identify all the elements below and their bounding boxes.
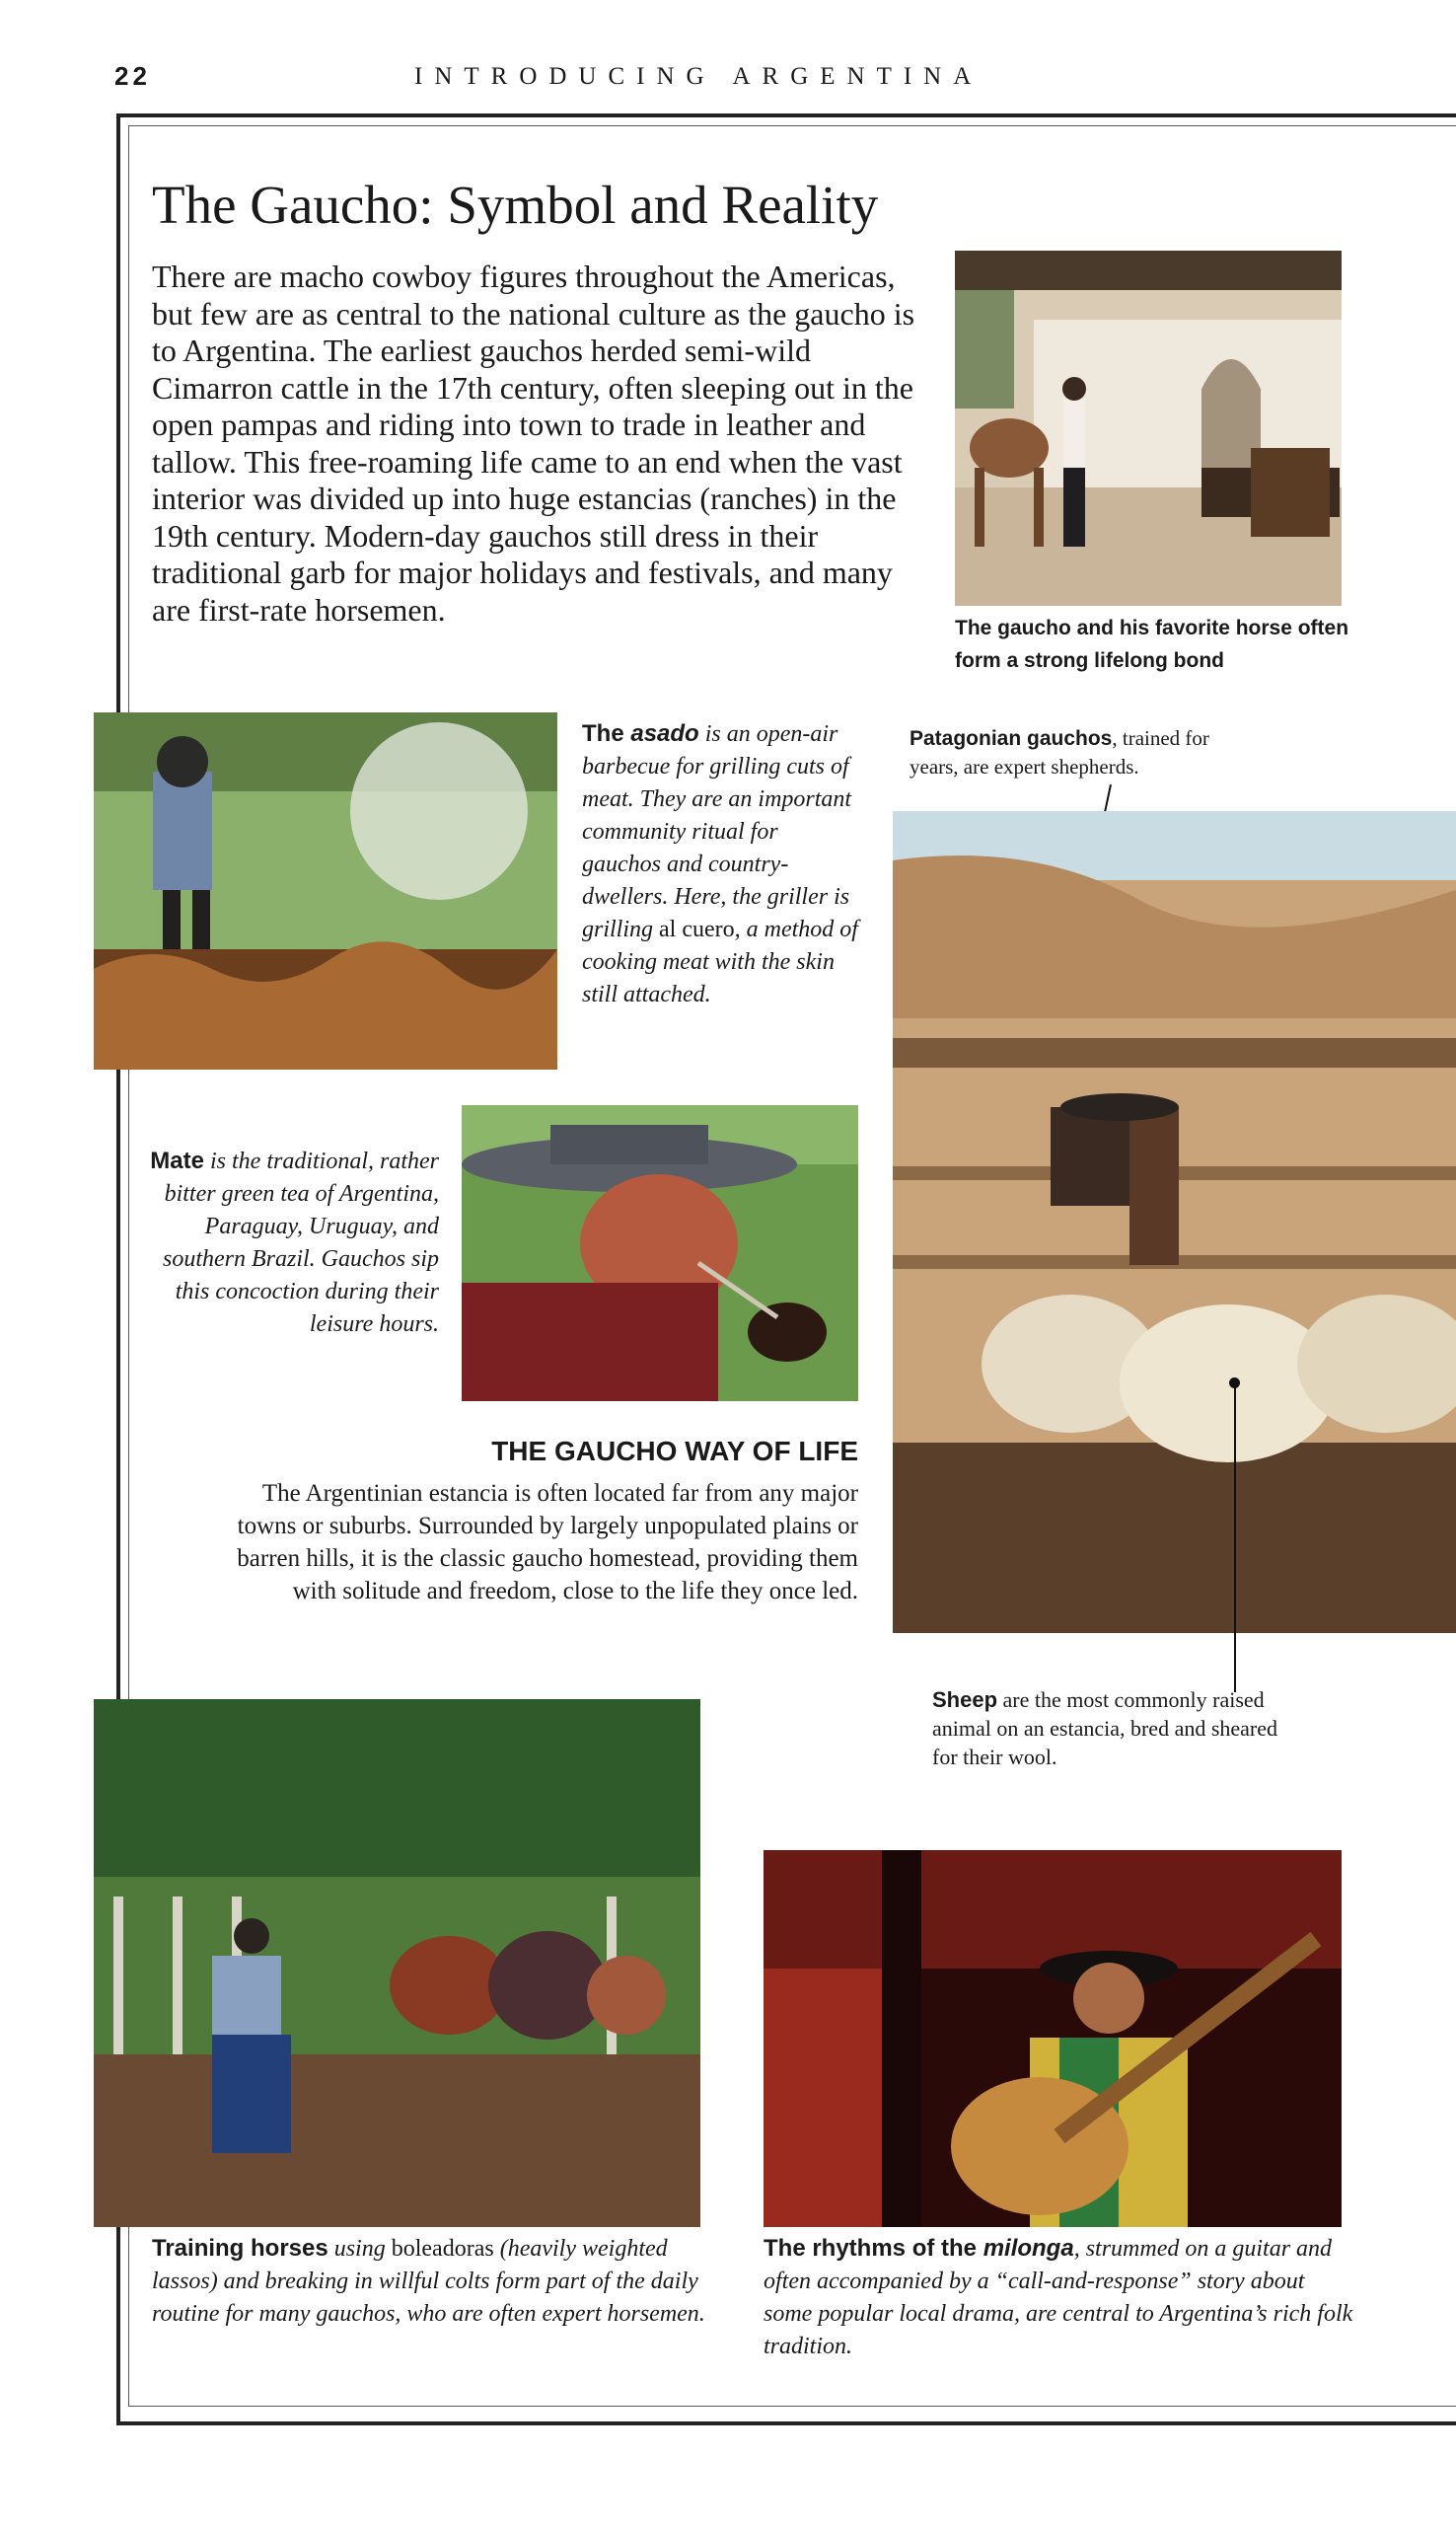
caption-asado: The asado is an open-air barbecue for grilling cuts of meat. They are an important community ritual for gauchos and country-dwellers. Here, the griller is grilling al cuero, a method of cooking meat with the skin still attached. xyxy=(582,720,858,1007)
photo-sheep-rider xyxy=(893,811,1456,1633)
photo-milonga xyxy=(764,1850,1342,2227)
section-heading: THE GAUCHO WAY OF LIFE xyxy=(491,1436,858,1466)
article-intro: There are macho cowboy figures throughout the Americas, but few are as central to the national culture as the gaucho is to Argentina. The earliest gauchos herded semi-wild Cimarron cattle in the 17th century, often sleeping out in the open pampas and riding into town to trade in leather and tallow. This free-roaming life came to an end when the vast interior was divided up into huge estancias (ranches) in the 19th century. Modern-day gauchos still dress in their traditional garb for major holidays and festivals, and many are first-rate horsemen. xyxy=(152,259,915,628)
photo-mate xyxy=(462,1105,858,1401)
caption-patagonian: Patagonian gauchos, trained for years, are expert shepherds. xyxy=(910,726,1209,779)
caption-horse-bond: The gaucho and his favorite horse often form a strong lifelong bond xyxy=(955,617,1349,672)
leader-line-sheep xyxy=(1234,1381,1236,1692)
article-title: The Gaucho: Symbol and Reality xyxy=(152,175,879,235)
caption-milonga: The rhythms of the milonga, strummed on a guitar and often accompanied by a “call-and-response” story about some popular local drama, are central to Argentina’s rich folk tradition. xyxy=(764,2235,1353,2359)
photo-training-horses xyxy=(94,1699,700,2227)
leader-dot-sheep xyxy=(1229,1377,1240,1388)
caption-training: Training horses using boleadoras (heavily weighted lassos) and breaking in willful colts form part of the daily routine for many gauchos, who are often expert horsemen. xyxy=(152,2235,705,2327)
page-number: 22 xyxy=(114,61,151,91)
photo-asado xyxy=(94,712,557,1070)
caption-sheep: Sheep are the most commonly raised animal on an estancia, bred and sheared for their wool. xyxy=(932,1687,1278,1769)
section-body: The Argentinian estancia is often located far from any major towns or suburbs. Surrounded by largely unpopulated plains or barren hills, it is the classic gaucho homestead, providing them with solitude and freedom, close to the life they once led. xyxy=(237,1480,858,1604)
running-head: INTRODUCING ARGENTINA xyxy=(414,63,983,90)
caption-mate: Mate is the traditional, rather bitter green tea of Argentina, Paraguay, Uruguay, and southern Brazil. Gauchos sip this concoction during their leisure hours. xyxy=(150,1148,439,1337)
photo-gaucho-horse xyxy=(955,251,1342,606)
